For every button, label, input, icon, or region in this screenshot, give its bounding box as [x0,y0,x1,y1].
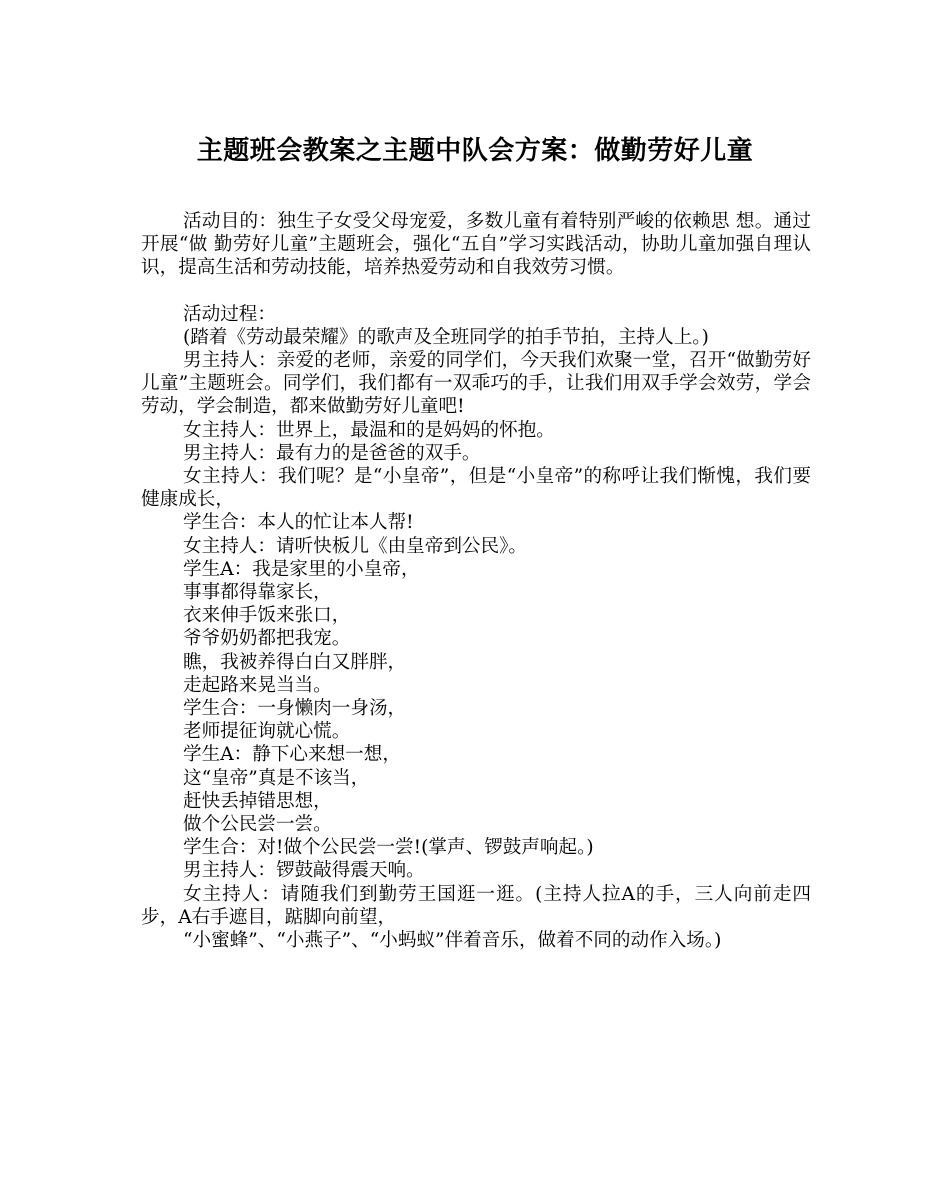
paragraph: 男主持人：最有力的是爸爸的双手。 [183,442,481,464]
paragraph: 走起路来晃当当。 [183,674,332,696]
paragraph: 男主持人：亲爱的老师，亲爱的同学们，今天我们欢聚一堂，召开“做勤劳好儿童”主题班会。同学们，我们都有一双乖巧的手，让我们用双手学会效劳，学会劳动，学会制造，都来做勤劳好儿童吧! [141,350,811,418]
paragraph: 女主持人：我们呢？是“小皇帝”，但是“小皇帝”的称呼让我们惭愧，我们要健康成长， [141,466,811,511]
paragraph: “小蜜蜂”、“小燕子”、“小蚂蚁”伴着音乐，做着不同的动作入场。) [183,930,722,952]
page-title: 主题班会教案之主题中队会方案：做勤劳好儿童 [196,136,754,166]
paragraph: 学生A：静下心来想一想， [183,744,401,766]
paragraph: 女主持人：请随我们到勤劳王国逛一逛。(主持人拉A的手，三人向前走四步，A右手遮目，踮脚向前望， [141,883,811,928]
paragraph: 这“皇帝”真是不该当， [183,767,370,789]
paragraph: 学生A：我是家里的小皇帝， [183,558,420,580]
paragraph: 女主持人：世界上，最温和的是妈妈的怀抱。 [183,419,555,441]
paragraph: 学生合：本人的忙让本人帮! [183,512,414,534]
document-body [141,210,811,952]
paragraph: 事事都得靠家长， [183,582,332,604]
paragraph: 活动过程： [183,303,276,325]
paragraph: 衣来伸手饭来张口， [183,605,351,627]
paragraph: 女主持人：请听快板儿《由皇帝到公民》。 [183,535,527,557]
paragraph: 男主持人：锣鼓敲得震天响。 [183,860,425,882]
paragraph-purpose: 活动目的：独生子女受父母宠爱，多数儿童有着特别严峻的依赖思 想。通过开展“做 勤劳好儿童”主题班会，强化“五自”学习实践活动，协助儿童加强自理认识，提高生活和劳动技能，培养热爱劳动和自我效劳习惯。 [141,211,811,279]
paragraph: 学生合：对!做个公民尝一尝!(掌声、锣鼓声响起。) [183,837,594,859]
paragraph: 瞧，我被养得白白又胖胖， [183,651,407,673]
paragraph: 赶快丢掉错思想， [183,790,332,812]
paragraph: 做个公民尝一尝。 [183,814,332,836]
paragraph: 爷爷奶奶都把我宠。 [183,628,351,650]
section-gap [141,280,811,303]
paragraph: 老师提征询就心慌。 [183,721,351,743]
paragraph: 学生合：一身懒肉一身汤， [183,698,407,720]
paragraph: (踏着《劳动最荣耀》的歌声及全班同学的拍手节拍，主持人上。) [183,326,709,348]
